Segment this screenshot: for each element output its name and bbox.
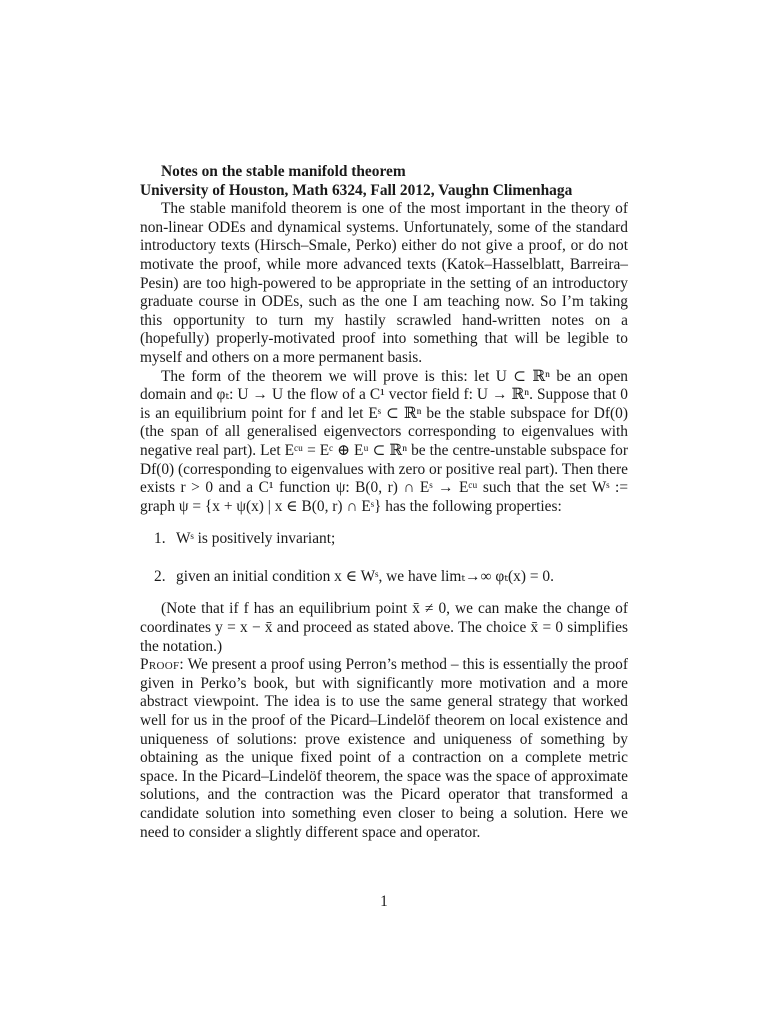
list-item [154, 568, 628, 587]
proof-label: Proof: [140, 656, 184, 674]
list-item-number: 1. [154, 530, 166, 548]
list-item-text: Wˢ is positively invariant; [176, 530, 336, 548]
paragraph-note: (Note that if f has an equilibrium point x̄ ≠ 0, we can make the change of coordinates y = x − x̄ and proceed as stated above. The choice x̄ = 0 simplifies the notation.) [140, 600, 628, 655]
list-item-text: given an initial condition x ∈ Wˢ, we have limₜ→∞ φₜ(x) = 0. [176, 567, 554, 585]
document-title: Notes on the stable manifold theorem [161, 163, 406, 180]
proof-text: We present a proof using Perron’s method – this is essentially the proof given in Perko’s book, but with significantly more motivation and a more abstract viewpoint. The idea is to use the same general strategy that worked well for us in the proof of the Picard–Lindelöf theorem on local existence and uniqueness of solutions: prove existence and uniqueness of something by obtaining as the unique fixed point of a contraction on a complete metric space. In the Picard–Lindelöf theorem, the space was the space of approximate solutions, and the contraction was the Picard operator that transformed a candidate solution into something even closer to being a solution. Here we need to consider a slightly different space and operator. [140, 656, 628, 841]
document-affiliation: University of Houston, Math 6324, Fall 2012, Vaughn Climenhaga [140, 181, 573, 199]
list-item-number: 2. [154, 567, 166, 585]
document-page [140, 163, 628, 842]
property-list [140, 530, 628, 586]
paragraph-intro: The stable manifold theorem is one of the most important in the theory of non-linear ODEs and dynamical systems. Unfortunately, some of the standard introductory texts (Hirsch–Smale, Perko) either do not give a proof, or do not motivate the proof, while more advanced texts (Katok–Hasselblatt, Barreira–Pesin) are too high-powered to be appropriate in the setting of an introductory graduate course in ODEs, such as the one I am teaching now. So I’m taking this opportunity to turn my hastily scrawled hand-written notes on a (hopefully) properly-motivated proof into something that will be legible to myself and others on a more permanent basis. [140, 200, 628, 366]
page-number: 1 [380, 893, 388, 910]
paragraph-theorem-statement: The form of the theorem we will prove is this: let U ⊂ ℝⁿ be an open domain and φₜ: U → U the flow of a C¹ vector field f: U → ℝⁿ. Suppose that 0 is an equilibrium point for f and let Eˢ ⊂ ℝⁿ be the stable subspace for Df(0) (the span of all generalised eigenvectors corresponding to eigenvalues with negative real part). Let Eᶜᵘ = Eᶜ ⊕ Eᵘ ⊂ ℝⁿ be the centre-unstable subspace for Df(0) (corresponding to eigenvalues with zero or positive real part). Then there exists r > 0 and a C¹ function ψ: B(0, r) ∩ Eˢ → Eᶜᵘ such that the set Wˢ := graph ψ = {x + ψ(x) | x ∈ B(0, r) ∩ Eˢ} has the following properties: [140, 367, 628, 515]
list-item [154, 530, 628, 549]
paragraph-proof [140, 656, 628, 842]
